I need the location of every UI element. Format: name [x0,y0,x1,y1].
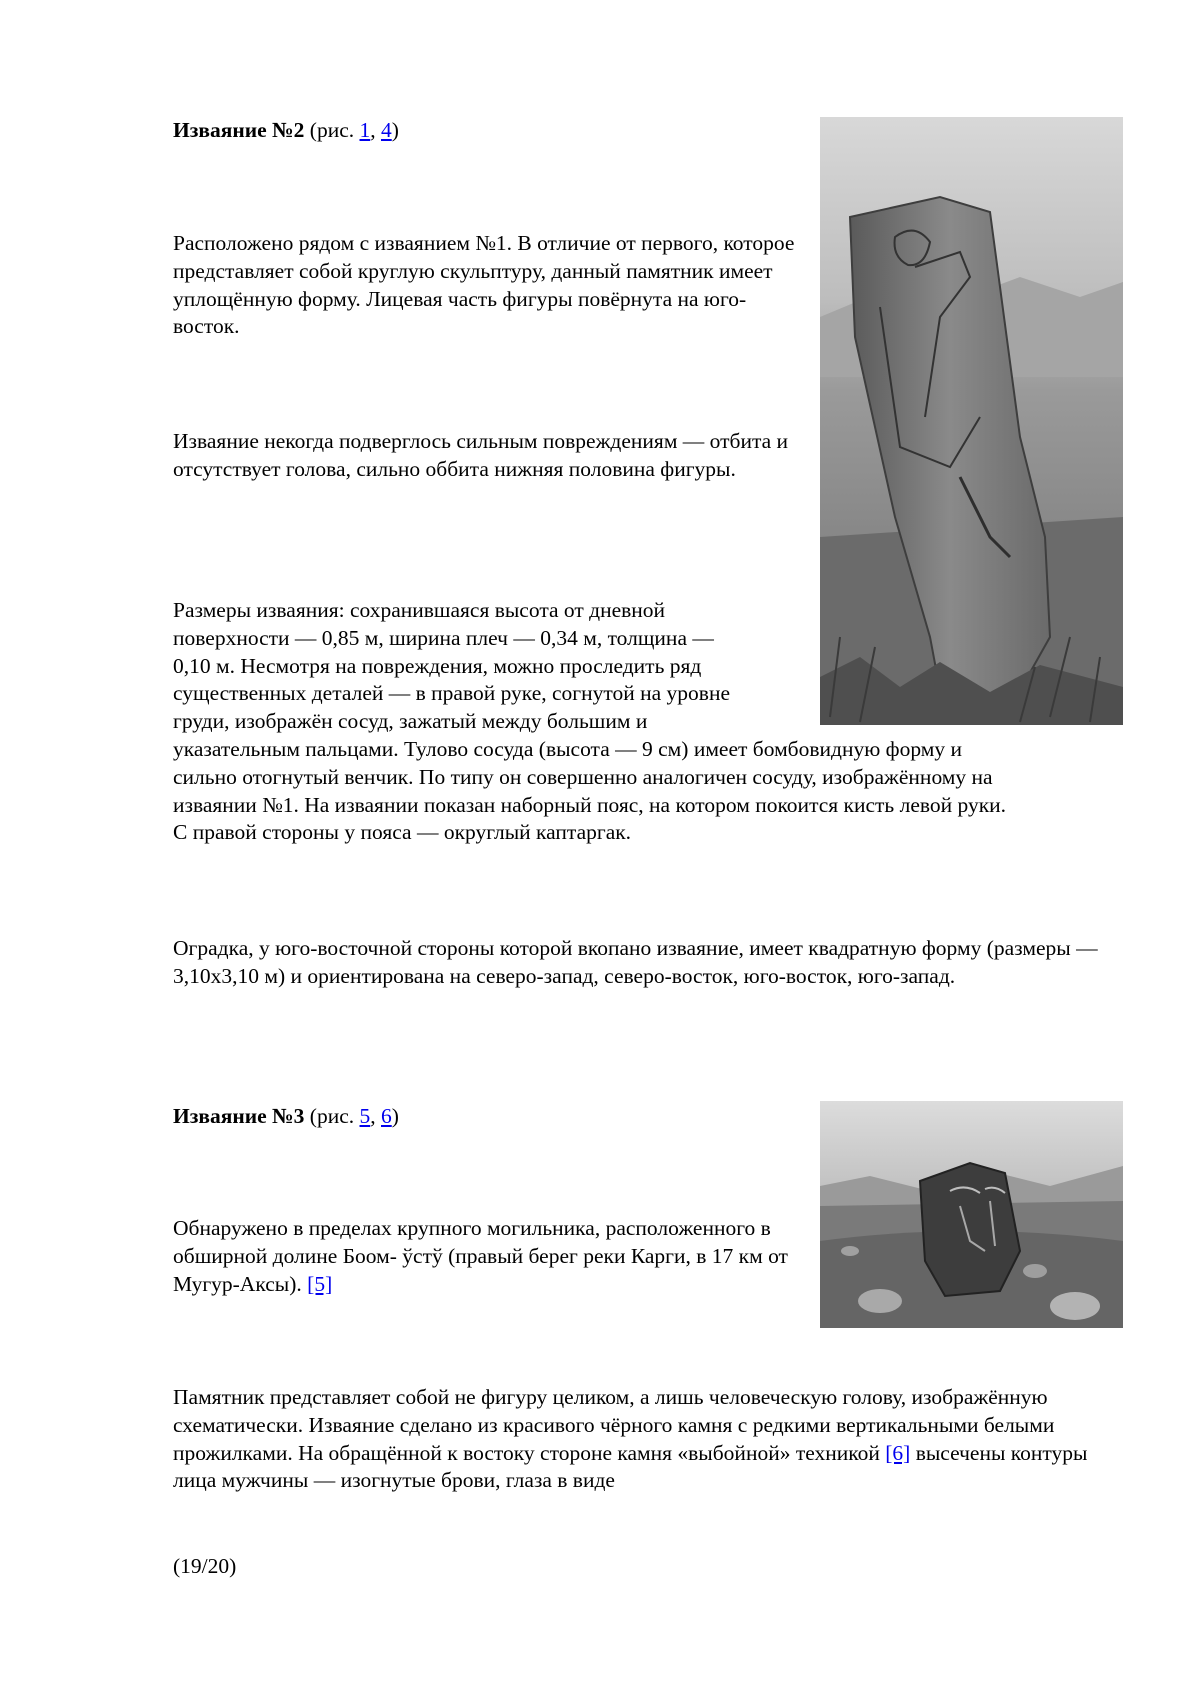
section2-heading [173,117,399,145]
section2-paragraph-3-line-5: груди, изображён сосуд, зажатый между большим и [173,709,648,734]
stone-head-photo-3 [820,1101,1123,1328]
section3-title: Изваяние №3 [173,1104,305,1128]
section3-fig-suffix: ) [391,1104,399,1128]
section2-paragraph-3 [173,597,1133,847]
section3-fig-prefix: (рис. [304,1104,360,1128]
fig-link-6[interactable]: 6 [381,1104,392,1128]
section2-paragraph-3-line-2: поверхности — 0,85 м, ширина плеч — 0,34 м, толщина — [173,625,714,650]
section2-title: Изваяние №2 [173,118,305,142]
section2-paragraph-1: Расположено рядом с изваянием №1. В отличие от первого, которое представляет собой круглую скульптуру, данный памятник имеет уплощённую форму. Лицевая часть фигуры повёрнута на юго-восток. [173,231,795,339]
footnote-link-5[interactable]: [5] [307,1271,333,1296]
section2-fig-suffix: ) [391,118,399,142]
section3-paragraph-2-text-a: Памятник представляет собой не фигуру целиком, а лишь человеческую голову, изображённую схематически. Изваяние сделано из красивого чёрного камня с редкими вертикальными белыми прожилками. На обращённой к востоку стороне камня «выбойной» техникой [173,1385,1055,1465]
section2-paragraph-3-line-3: 0,10 м. Несмотря на повреждения, можно проследить ряд [173,653,702,678]
section3-paragraph-1 [173,1215,803,1298]
section2-paragraph-3-line-9: С правой стороны у пояса — округлый каптаргак. [173,820,632,845]
section2-paragraph-3-line-7: сильно отогнутый венчик. По типу он совершенно аналогичен сосуду, изображённому на [173,764,993,789]
section2-paragraph-3-line-4: существенных деталей — в правой руке, согнутой на уровне [173,681,730,706]
section2-paragraph-4: Оградка, у юго-восточной стороны которой вкопано изваяние, имеет квадратную форму (размеры — 3,10х3,10 м) и ориентирована на северо-запад, северо-восток, юго-восток, юго-запад. [173,936,1098,988]
section2-paragraph-3-line-6: указательным пальцами. Тулово сосуда (высота — 9 см) имеет бомбовидную форму и [173,736,962,761]
section3-paragraph-2 [173,1384,1098,1495]
section3-fig-sep: , [370,1104,381,1128]
section2-paragraph-3-line-8: изваянии №1. На изваянии показан наборный пояс, на котором покоится кисть левой руки. [173,792,1007,817]
page-counter: (19/20) [173,1554,237,1578]
section2-paragraph-2: Изваяние некогда подверглось сильным повреждениям — отбита и отсутствует голова, сильно оббита нижняя половина фигуры. [173,429,789,481]
fig-link-5[interactable]: 5 [359,1104,371,1128]
section2-paragraph-3-line-1: Размеры изваяния: сохранившаяся высота от дневной [173,598,666,622]
fig-link-1[interactable]: 1 [359,118,371,142]
fig-link-4[interactable]: 4 [381,118,392,142]
section2-fig-sep: , [370,118,381,142]
footnote-link-6[interactable]: [6] [885,1440,911,1465]
section3-paragraph-2-text-b: высечены контуры лица мужчины — изогнутые брови, глаза в виде [173,1440,1088,1493]
section2-fig-prefix: (рис. [304,118,360,142]
section3-heading [173,1103,399,1131]
section3-paragraph-1-text: Обнаружено в пределах крупного могильника, расположенного в обширной долине Боом- ўстў (правый берег реки Карги, в 17 км от Мугур-Аксы). [173,1216,788,1296]
